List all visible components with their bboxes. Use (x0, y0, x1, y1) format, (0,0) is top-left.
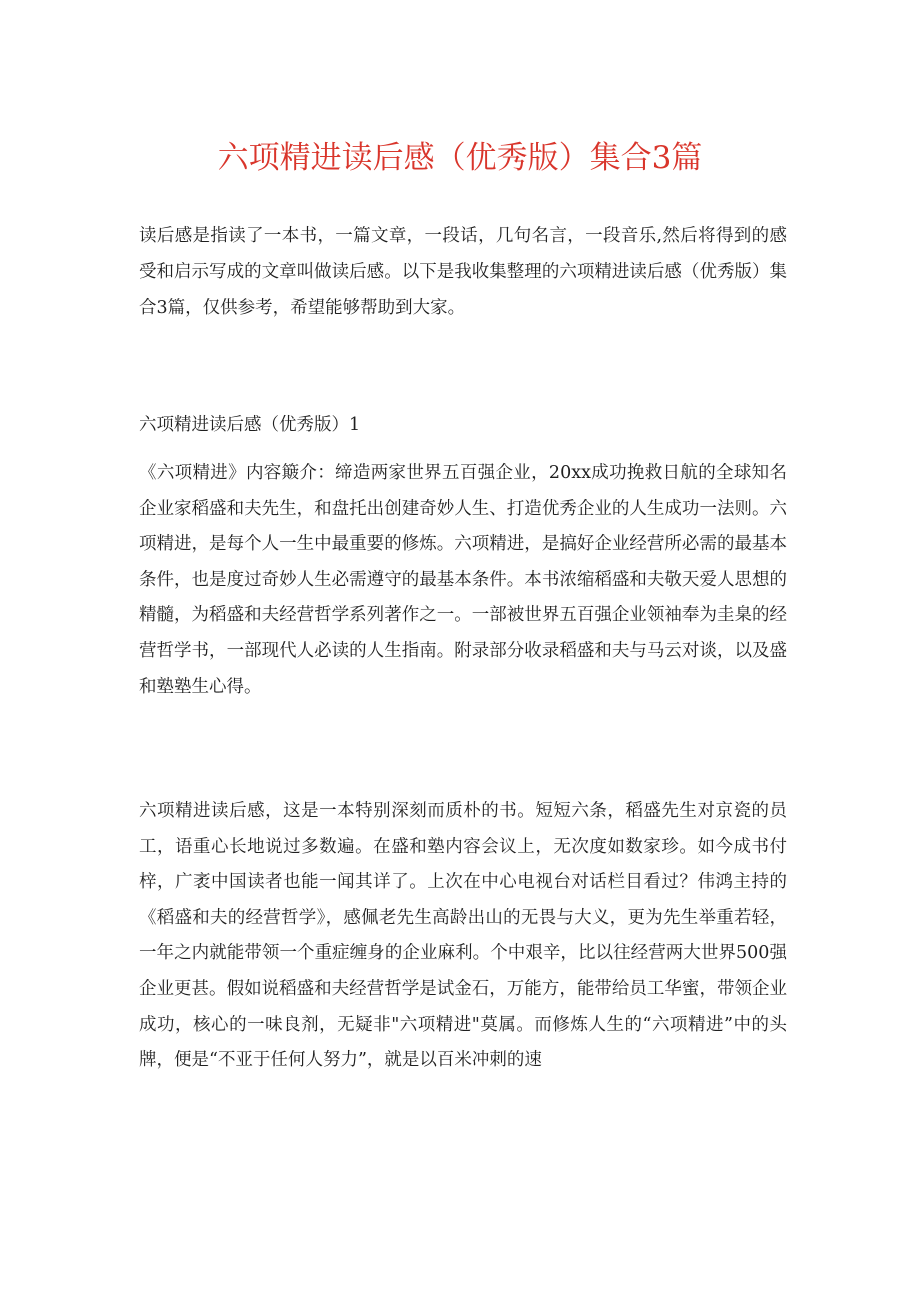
section-heading: 六项精进读后感（优秀版）1 (139, 415, 361, 435)
intro-paragraph: 读后感是指读了一本书，一篇文章，一段话，几句名言，一段音乐,然后将得到的感受和启示写成的文章叫做读后感。以下是我收集整理的六项精进读后感（优秀版）集合3篇，仅供参考，希望能够帮助到大家。 (139, 226, 787, 318)
document-title: 六项精进读后感（优秀版）集合3篇 (217, 140, 703, 176)
body-paragraph-2: 六项精进读后感，这是一本特别深刻而质朴的书。短短六条，稻盛先生对京瓷的员工，语重心长地说过多数遍。在盛和塾内容会议上，无次度如数家珍。如今成书付梓，广袤中国读者也能一闻其详了。上次在中心电视台对话栏目看过？伟鸿主持的《稻盛和夫的经营哲学》，感佩老先生高龄出山的无畏与大义，更为先生举重若轻，一年之内就能带领一个重症缠身的企业麻利。个中艰辛，比以往经营两大世界500强企业更甚。假如说稻盛和夫经营哲学是试金石，万能方，能带给员工华蜜，带领企业成功，核心的一味良剂，无疑非"六项精进"莫属。而修炼人生的“六项精进”中的头牌，便是“不亚于任何人努力”，就是以百米冲刺的速 (139, 801, 787, 1071)
body-paragraph-1: 《六项精进》内容簸介：缔造两家世界五百强企业，20xx成功挽救日航的全球知名企业家稻盛和夫先生，和盘托出创建奇妙人生、打造优秀企业的人生成功一法则。六项精进，是每个人一生中最重要的修炼。六项精进，是搞好企业经营所必需的最基本条件，也是度过奇妙人生必需遵守的最基本条件。本书浓缩稻盛和夫敬天爱人思想的精髓，为稻盛和夫经营哲学系列著作之一。一部被世界五百强企业领袖奉为圭臬的经营哲学书，一部现代人必读的人生指南。附录部分收录稻盛和夫与马云对谈，以及盛和塾塾生心得。 (139, 463, 787, 697)
